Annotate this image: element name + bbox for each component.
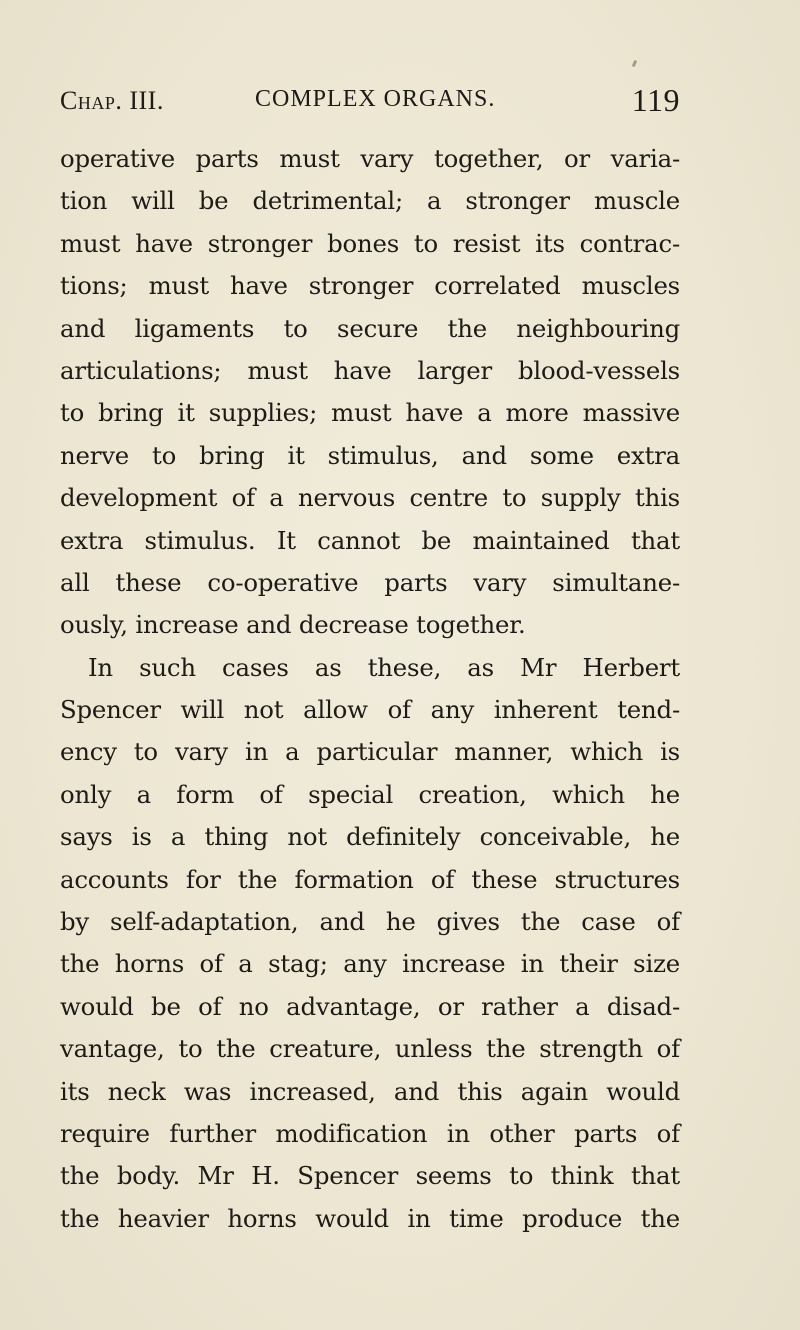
- text-line: Spencer will not allow of any inherent tend-: [60, 695, 680, 725]
- text-line: ously, increase and decrease together.: [60, 610, 526, 640]
- text-line: In such cases as these, as Mr Herbert: [88, 652, 680, 682]
- text-line: the body. Mr H. Spencer seems to think that: [60, 1161, 680, 1191]
- text-line: the heavier horns would in time produce the: [60, 1203, 680, 1233]
- text-line: the horns of a stag; any increase in their size: [60, 949, 680, 979]
- text-line: says is a thing not definitely conceivable, he: [60, 822, 680, 852]
- text-line: by self-adaptation, and he gives the case of: [60, 907, 680, 937]
- text-line: nerve to bring it stimulus, and some extra: [60, 440, 680, 470]
- text-line: articulations; must have larger blood-vessels: [60, 355, 680, 385]
- text-line: vantage, to the creature, unless the strength of: [60, 1034, 680, 1064]
- text-line: must have stronger bones to resist its contrac-: [60, 228, 680, 258]
- ink-speck: [632, 60, 638, 68]
- text-line: accounts for the formation of these structures: [60, 864, 680, 894]
- text-line: its neck was increased, and this again would: [60, 1076, 680, 1106]
- body-text: [60, 138, 680, 1240]
- chapter-title: COMPLEX ORGANS.: [255, 86, 496, 112]
- text-line: extra stimulus. It cannot be maintained that: [60, 525, 680, 555]
- running-header: [60, 82, 680, 118]
- text-line: ency to vary in a particular manner, which is: [60, 737, 680, 767]
- text-line: operative parts must vary together, or varia-: [60, 144, 680, 173]
- page-number: 119: [631, 82, 680, 118]
- text-line: all these co-operative parts vary simultane-: [60, 567, 680, 597]
- chapter-label: Chap. III.: [60, 86, 164, 115]
- text-line: and ligaments to secure the neighbouring: [60, 313, 680, 343]
- text-line: development of a nervous centre to supply this: [60, 483, 680, 513]
- text-line: to bring it supplies; must have a more massive: [60, 398, 680, 428]
- text-line: would be of no advantage, or rather a disad-: [60, 991, 680, 1021]
- text-line: tion will be detrimental; a stronger muscle: [60, 186, 680, 216]
- text-line: tions; must have stronger correlated muscles: [60, 271, 680, 301]
- text-line: only a form of special creation, which he: [60, 779, 680, 809]
- text-line: require further modification in other parts of: [60, 1118, 680, 1148]
